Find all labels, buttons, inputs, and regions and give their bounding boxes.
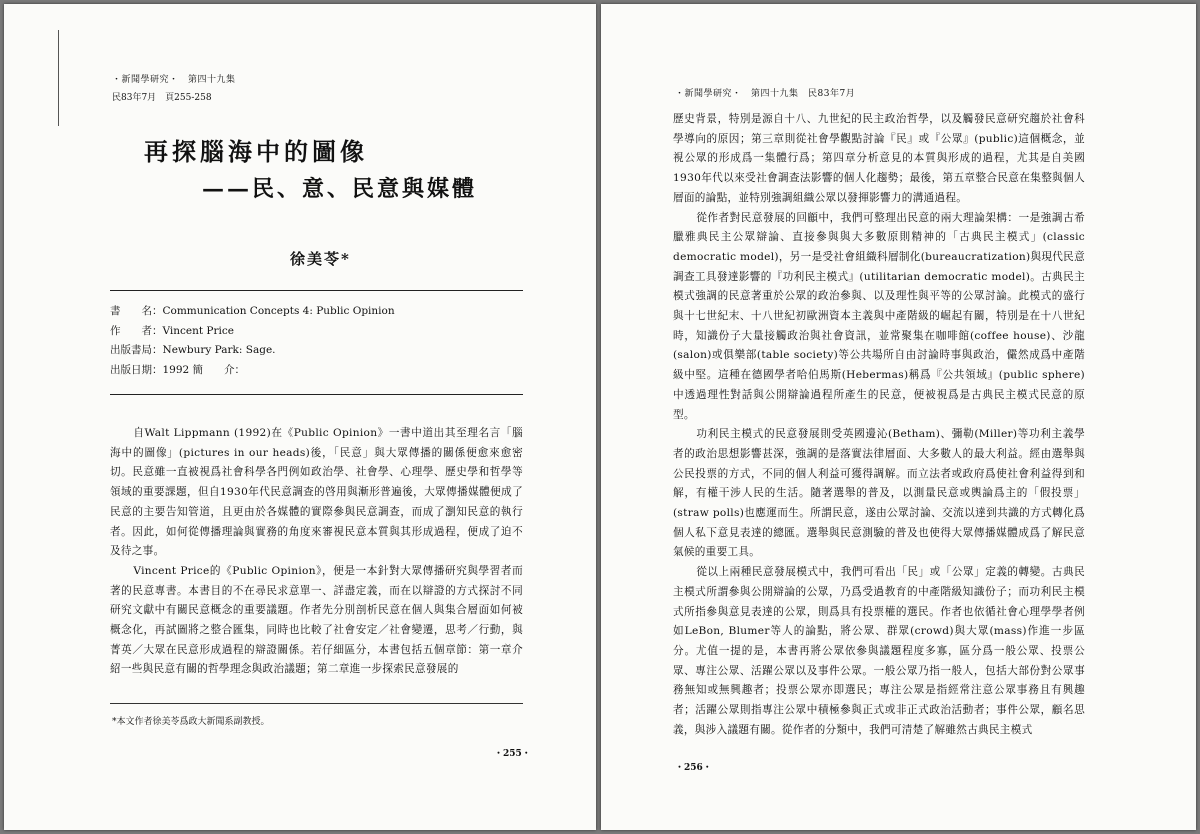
book-info-row bbox=[110, 361, 395, 381]
paragraph: 自Walt Lippmann (1992)在《Public Opinion》一書中道出其至理名言「腦海中的圖像」(pictures in our heads)後，「民意」與大眾傳播的關係便愈來愈密切。民意雖一直被視爲社會科學各門例如政治學、社會學、心理學、歷史學和哲學等領域的重要課題，但自1930年代民意調查的啓用與漸形普遍後，大眾傳播媒體便成了民意的主要告知管道，且更由於各媒體的實際參與民意調查，而成了瀏知民意的執行者。因此，如何從傳播理論與實務的角度來審視民意本質與其形成過程，便成了迫不及待之事。 bbox=[110, 427, 523, 558]
book-info-row bbox=[110, 302, 395, 322]
page-number: ・255・ bbox=[494, 749, 531, 759]
article-subtitle: ——民、意、民意與媒體 bbox=[202, 176, 478, 202]
book-info-value: Vincent Price bbox=[162, 324, 234, 337]
scan-edge-line bbox=[58, 30, 59, 126]
book-info-label: 出版日期： bbox=[110, 363, 163, 376]
author-name: 徐美苓* bbox=[290, 250, 351, 268]
top-rule bbox=[110, 290, 523, 291]
paragraph: 從以上兩種民意發展模式中，我們可看出「民」或「公眾」定義的轉變。古典民主模式所謂參與公開辯論的公眾，乃爲受過教育的中產階級知識份子；而功利民主模式所指參與意見表達的公眾，則爲具有投票權的選民。作者也依循社會心理學學者例如LeBon, Blumer等人的論點，將公眾、群眾(crowd)與大眾(mass)作進一步區分。尤值一提的是，本書再將公眾依參與議題程度多寡，區分爲一般公眾、投票公眾、專注公眾、活躍公眾以及事件公眾。一般公眾乃指一般人，包括大部份對公眾事務無知或無興趣者；投票公眾亦即選民；專注公眾是指經常注意公眾事務且有興趣者；活躍公眾則指專注公眾中積極參與正式或非正式政治活動者；事件公眾，顧名思義，與涉入議題有關。從作者的分類中，我們可清楚了解雖然古典民主模式 bbox=[673, 566, 1085, 736]
footnote: *本文作者徐美苓爲政大新聞系副教授。 bbox=[112, 717, 270, 727]
paragraph: 功利民主模式的民意發展則受英國邊沁(Betham)、彌勒(Miller)等功利主義學者的政治思想影響甚深，強調的是落實法律層面、大多數人的最大利益。經由選舉與公民投票的方式，不同的個人利益可獲得調解。而立法者或政府爲使社會利益得到和解，有權干涉人民的生活。隨著選舉的普及，以測量民意或輿論爲主的「假投票」(straw polls)也應運而生。所謂民意，遂由公眾討論、交流以達到共識的方式轉化爲個人私下意見表達的總匯。選舉與民意測驗的普及也使得大眾傳播媒體成爲了解民意氣候的重要工具。 bbox=[673, 428, 1085, 559]
footnote-rule bbox=[110, 703, 523, 704]
bottom-rule bbox=[110, 394, 523, 395]
page-number: ・256・ bbox=[675, 763, 712, 773]
right-page bbox=[601, 4, 1196, 830]
article-title: 再探腦海中的圖像 bbox=[144, 137, 368, 166]
book-info-label: 出版書局： bbox=[110, 344, 163, 356]
book-info-value: Newbury Park: Sage. bbox=[162, 344, 276, 356]
right-body-text bbox=[673, 110, 1085, 741]
book-info-row bbox=[110, 322, 395, 342]
book-info-label: 書 名： bbox=[110, 305, 163, 317]
issue-info: 民83年7月 頁255-258 bbox=[112, 93, 212, 103]
journal-header: ・新聞學研究・ 第四十九集 bbox=[112, 75, 236, 85]
left-body-text bbox=[110, 424, 523, 680]
left-page bbox=[4, 4, 596, 830]
book-info-value: Communication Concepts 4: Public Opinion bbox=[162, 305, 395, 317]
book-info-value: 1992 簡 介： bbox=[162, 363, 246, 376]
paragraph: 從作者對民意發展的回顧中，我們可整理出民意的兩大理論架構：一是強調古希臘雅典民主公眾辯論、直接參與與大多數原則精神的「古典民主模式」(classic democratic model)，另一是受社會組織科層制化(bureaucratization)與現代民意調查工具發達影響的『功利民主模式』(utilitarian democratic model)。古典民主模式強調的民意著重於公眾的政治參與、以及理性與平等的公眾討論。此模式的盛行與十七世紀末、十八世紀初歐洲資本主義與中產階級的崛起有關，特別是在十八世紀時，知識份子大量接觸政治與社會資訊，並常聚集在咖啡館(coffee house)、沙龍(salon)或俱樂部(table society)等公共場所自由討論時事與政治，儼然成爲中產階級中堅。這種在德國學者哈伯馬斯(Hebermas)稱爲『公共領域』(public sphere)中透過理性對話與公開辯論過程所產生的民意，便被視爲是古典民主模式民意的原型。 bbox=[673, 211, 1085, 421]
book-info-label: 作 者： bbox=[110, 324, 163, 337]
book-info-row bbox=[110, 341, 395, 361]
book-info bbox=[110, 302, 395, 380]
journal-header: ・新聞學研究・ 第四十九集 民83年7月 bbox=[675, 89, 856, 99]
paragraph: Vincent Price的《Public Opinion》，便是一本針對大眾傳播研究與學習者而著的民意專書。本書目的不在尋民求意單一、詳盡定義，而在以辯證的方式探討不同研究文獻中有關民意概念的重要議題。作者先分別剖析民意在個人與集合層面如何被概念化，再試圖將之整合匯集，同時也比較了社會安定／社會變遷，思考／行動，與菁英／大眾在民意形成過程的辯證關係。若仔細區分，本書包括五個章節：第一章介紹一些與民意有關的哲學理念與政治議題；第二章進一步探索民意發展的 bbox=[110, 564, 523, 676]
paragraph: 歷史背景，特別是源自十八、九世紀的民主政治哲學，以及觸發民意研究趨於社會科學導向的原因；第三章則從社會學觀點討論『民』或『公眾』(public)這個概念，並視公眾的形成爲一集體行爲；第四章分析意見的本質與形成的過程，尤其是自美國1930年代以來受社會調查法影響的個人化趨勢；最後，第五章整合民意在集整與個人層面的論點，並特別強調組織公眾以發揮影響力的溝通過程。 bbox=[673, 113, 1085, 204]
